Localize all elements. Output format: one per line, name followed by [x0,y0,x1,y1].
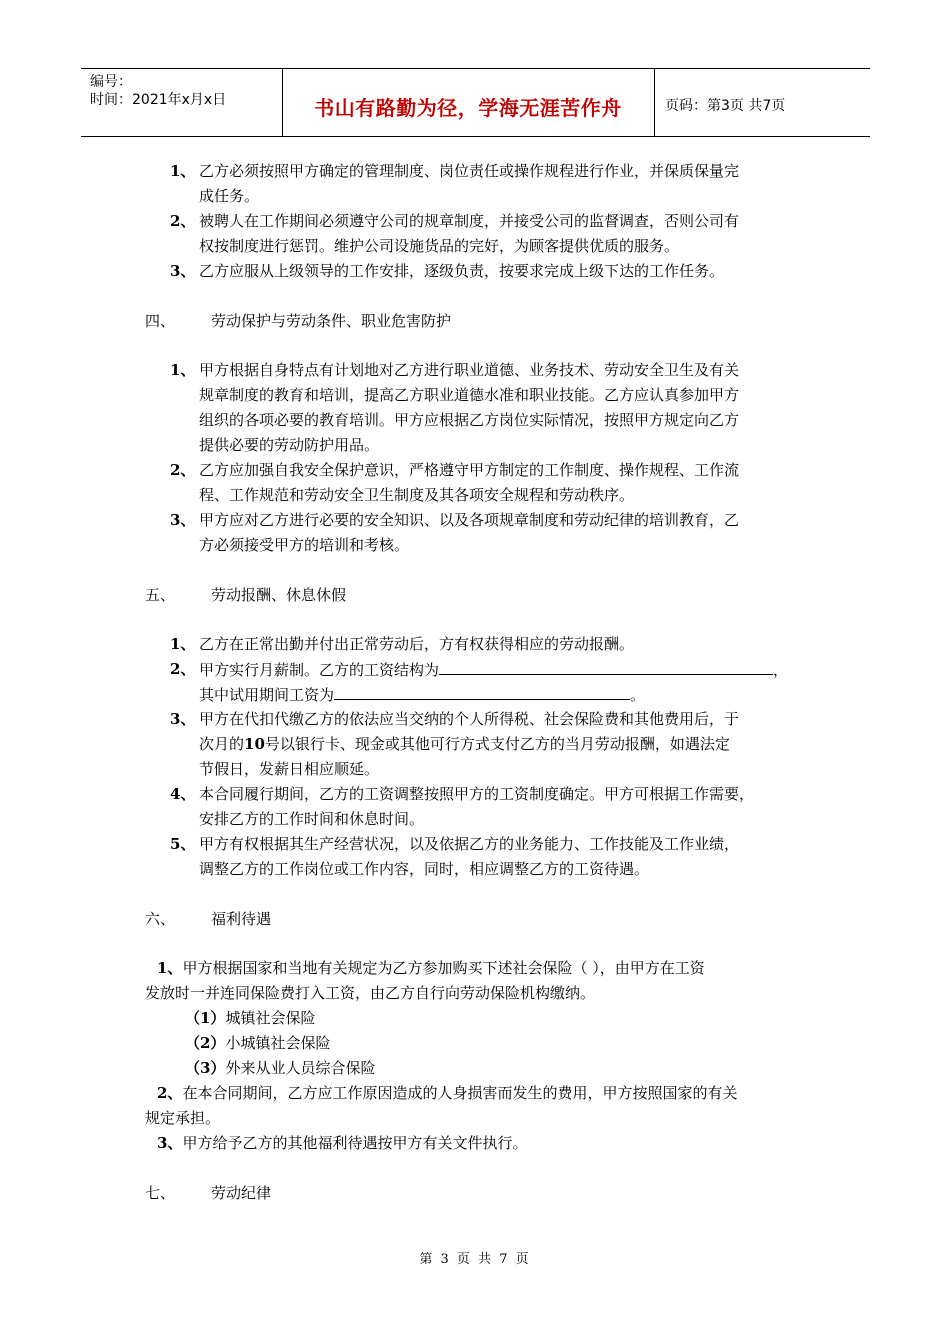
paragraph-line [157,1133,527,1153]
item-number: 2、 [170,461,196,479]
paragraph-line: 发放时一并连同保险费打入工资，由乙方自行向劳动保险机构缴纳。 [145,984,596,1002]
salary-structure-label: 甲方实行月薪制。乙方的工资结构为 [199,661,440,679]
paragraph-line: 乙方应服从上级领导的工作安排，逐级负责，按要求完成上级下达的工作任务。 [199,262,725,280]
item-number: 1、 [157,959,183,977]
line-punct: 。 [630,686,646,704]
item-number: 3、 [170,710,196,728]
paragraph-line: 方必须接受甲方的培训和考核。 [199,536,410,554]
paragraph-line: 甲方有权根据其生产经营状况，以及依据乙方的业务能力、工作技能及工作业绩， [199,835,740,853]
section-heading [145,909,271,929]
item-number: 3、 [170,511,196,529]
option-text: 城镇社会保险 [225,1009,316,1027]
page-footer: 第 3 页 共 7 页 [419,1252,531,1267]
section-number: 五、 [145,586,176,604]
section-title: 福利待遇 [211,910,272,928]
paragraph-line: 被聘人在工作期间必须遵守公司的规章制度，并接受公司的监督调查，否则公司有 [199,212,740,230]
header-motto-cell [282,69,655,136]
insurance-option [185,1008,315,1028]
paragraph-line: 程、工作规范和劳动安全卫生制度及其各项安全规程和劳动秩序。 [199,486,635,504]
text-segment: 甲方给予乙方的其他福利待遇按甲方有关文件执行。 [182,1134,528,1152]
option-text: 小城镇社会保险 [225,1034,331,1052]
item-number: 2、 [170,212,196,230]
section-heading [145,1183,271,1203]
option-number: （3） [185,1059,226,1077]
paragraph-line: 乙方在正常出勤并付出正常劳动后，方有权获得相应的劳动报酬。 [199,635,635,653]
item-number: 5、 [170,835,196,853]
header-motto: 书山有路勤为径，学海无涯苦作舟 [314,96,622,120]
section-number: 四、 [145,312,176,330]
paragraph-line: 组织的各项必要的教育培训。甲方应根据乙方岗位实际情况，按照甲方规定向乙方 [199,411,740,429]
text-segment: 号以银行卡、现金或其他可行方式支付乙方的当月劳动报酬，如遇法定 [264,735,730,753]
header-page-label: 页码：第3页 共7页 [665,98,786,114]
paragraph-line [157,958,705,978]
probation-salary-line [199,684,645,705]
text-segment: 甲方根据国家和当地有关规定为乙方参加购买下述社会保险（ ），由甲方在工资 [182,959,705,977]
section-title: 劳动保护与劳动条件、职业危害防护 [211,312,452,330]
doc-time-label: 时间：2021年x月x日 [90,92,227,108]
paragraph-line: 安排乙方的工作时间和休息时间。 [199,810,425,828]
page-header [81,68,870,137]
paragraph-line: 调整乙方的工作岗位或工作内容，同时，相应调整乙方的工资待遇。 [199,860,650,878]
section-number: 七、 [145,1184,176,1202]
header-info-cell [81,69,283,136]
paragraph-line: 规章制度的教育和培训，提高乙方职业道德水准和职业技能。乙方应认真参加甲方 [199,386,740,404]
paragraph-line: 甲方根据自身特点有计划地对乙方进行职业道德、业务技术、劳动安全卫生及有关 [199,361,740,379]
section-heading [145,585,346,605]
insurance-option [185,1058,375,1078]
paragraph-line: 甲方应对乙方进行必要的安全知识、以及各项规章制度和劳动纪律的培训教育，乙 [199,511,740,529]
option-number: （2） [185,1034,226,1052]
item-number: 1、 [170,361,196,379]
probation-salary-blank[interactable] [334,684,630,700]
paragraph-line: 提供必要的劳动防护用品。 [199,436,380,454]
line-punct: ， [773,661,789,679]
paragraph-line: 乙方必须按照甲方确定的管理制度、岗位责任或操作规程进行作业，并保质保量完 [199,162,740,180]
item-number: 1、 [170,162,196,180]
insurance-option [185,1033,330,1053]
paragraph-line [199,734,730,754]
salary-structure-blank[interactable] [439,659,773,675]
section-number: 六、 [145,910,176,928]
pay-day-number: 10 [244,735,265,753]
paragraph-line [157,1083,737,1103]
header-page-cell [655,69,870,136]
paragraph-line: 乙方应加强自我安全保护意识，严格遵守甲方制定的工作制度、操作规程、工作流 [199,461,740,479]
section-title: 劳动纪律 [211,1184,272,1202]
paragraph-line: 成任务。 [199,187,260,205]
section-title: 劳动报酬、休息休假 [211,586,347,604]
option-number: （1） [185,1009,226,1027]
paragraph-line: 规定承担。 [145,1109,221,1127]
salary-structure-line [199,659,788,680]
section-heading [145,311,451,331]
item-number: 2、 [170,660,196,678]
item-number: 3、 [170,262,196,280]
item-number: 3、 [157,1134,183,1152]
text-segment: 在本合同期间，乙方应工作原因造成的人身损害而发生的费用，甲方按照国家的有关 [182,1084,738,1102]
probation-salary-label: 其中试用期间工资为 [199,686,335,704]
paragraph-line: 本合同履行期间，乙方的工资调整按照甲方的工资制度确定。甲方可根据工作需要， [199,785,755,803]
item-number: 4、 [170,785,196,803]
option-text: 外来从业人员综合保险 [225,1059,376,1077]
item-number: 2、 [157,1084,183,1102]
paragraph-line: 节假日，发薪日相应顺延。 [199,760,380,778]
item-number: 1、 [170,635,196,653]
doc-number-label: 编号： [90,74,132,90]
paragraph-line: 权按制度进行惩罚。维护公司设施货品的完好，为顾客提供优质的服务。 [199,237,680,255]
text-segment: 次月的 [199,735,245,753]
paragraph-line: 甲方在代扣代缴乙方的依法应当交纳的个人所得税、社会保险费和其他费用后，于 [199,710,740,728]
